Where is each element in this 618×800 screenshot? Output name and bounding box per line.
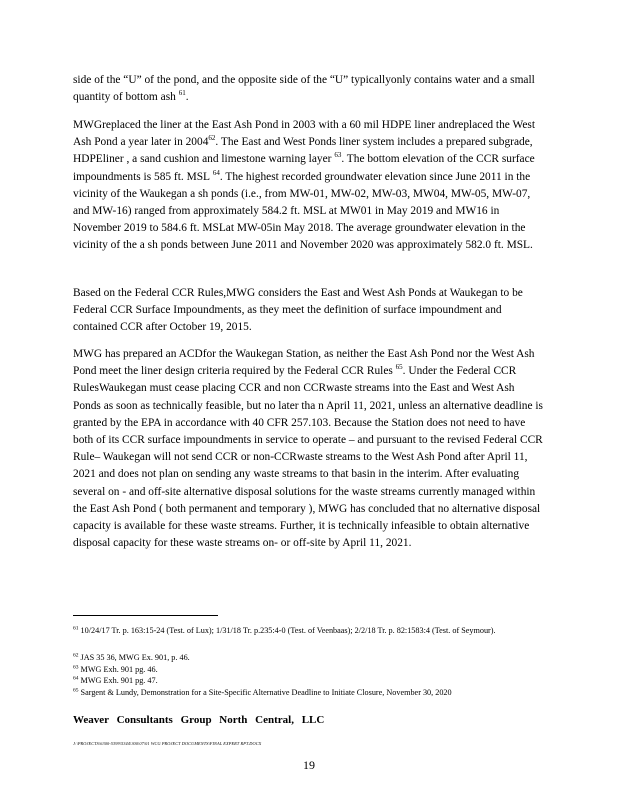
paragraph-2-seg-1: MWGreplaced the liner at the East Ash Pond in 2003 with a 60 mil HDPE liner andreplaced the West Ash Pond a year later in 2004 xyxy=(73,119,535,149)
footnote-62 xyxy=(73,653,553,664)
footnote-61-text: 10/24/17 Tr. p. 163:15-24 (Test. of Lux); 1/31/18 Tr. p.235:4-0 (Test. of Veenbaas); 2/2/18 Tr. p. 82:1583:4 (Test. of Seymour). xyxy=(80,626,496,635)
footnote-ref-62[interactable]: 62 xyxy=(208,134,216,143)
footnote-64-number: 64 xyxy=(73,675,79,682)
footnote-65 xyxy=(73,688,553,699)
paragraph-2-seg-3: . The bottom elevation of the CCR surface impoundments is 585 ft. MSL xyxy=(73,153,535,183)
footnote-ref-64[interactable]: 64 xyxy=(212,168,220,177)
footnote-63 xyxy=(73,665,553,676)
page-number: 19 xyxy=(303,758,315,772)
firm-name: Weaver Consultants Group North Central, LLC xyxy=(73,714,325,726)
footnote-61 xyxy=(73,626,553,637)
paragraph-4-seg-2: . Under the Federal CCR RulesWaukegan must cease placing CCR and non CCRwaste streams into the East and West Ash Ponds as soon as technically feasible, but no later tha n April 11, 2021, unless an alternative deadline is granted by the EPA in accordance with 40 CFR 257.103. Because the Station does not need to have both of its CCR surface impoundments in service to operate – and pursuant to the revised Federal CCR Rule– Waukegan will not send CCR or non-CCRwaste streams to the West Ash Pond after April 11, 2021 and does not plan on sending any waste streams to that basin in the interim. After evaluating several on - and off-site alternative disposal solutions for the waste streams currently managed within the East Ash Pond ( both permanent and temporary ), MWG has concluded that no alternative disposal capacity is available for these waste streams. Further, it is technically infeasible to obtain alternative disposal capacity for these waste streams on- or off-site by April 11, 2021. xyxy=(73,365,543,550)
footnote-63-number: 63 xyxy=(73,664,79,671)
footnote-ref-63[interactable]: 63 xyxy=(334,151,342,160)
paragraph-3-text: Based on the Federal CCR Rules,MWG considers the East and West Ash Ponds at Waukegan to be Federal CCR Surface Impoundments, as they meet the definition of surface impoundment and contained CCR after October 19, 2015. xyxy=(73,287,523,334)
footnote-ref-65[interactable]: 65 xyxy=(395,363,403,372)
footnote-ref-61[interactable]: 61 xyxy=(178,89,186,98)
paragraph-4 xyxy=(73,346,543,552)
paragraph-1-text: side of the “U” of the pond, and the opposite side of the “U” typicallyonly contains water and a small quantity of bottom ash xyxy=(73,74,535,104)
paragraph-2-seg-4: . The highest recorded groundwater elevation since June 2011 in the vicinity of the Waukegan a sh ponds (i.e., from MW-01, MW-02, MW-03, MW04, MW-05, MW-07, and MW-16) ranged from approximately 584.2 ft. MSL at MW01 in May 2019 and MW16 in November 2019 to 584.6 ft. MSLat MW-05in May 2018. The average groundwater elevation in the vicinity of the a sh ponds between June 2011 and November 2020 was approximately 582.0 ft. MSL. xyxy=(73,170,533,252)
paragraph-1-end: . xyxy=(185,91,189,104)
footnote-65-number: 65 xyxy=(73,687,79,694)
paragraph-2 xyxy=(73,117,543,255)
footnote-63-text: MWG Exh. 901 pg. 46. xyxy=(80,665,158,674)
footnote-64 xyxy=(73,676,553,687)
footnote-62-text: JAS 35 36, MWG Ex. 901, p. 46. xyxy=(80,653,190,662)
footnote-61-number: 61 xyxy=(73,625,79,632)
document-path: J:\PROJECTS\6300-5399\5344\300\07\01 WCG PROJECT DOCUMENTS\FINAL EXPERT RPT.DOCX xyxy=(73,741,262,746)
paragraph-2-seg-2: . The East and West Ponds liner system includes a prepared subgrade, HDPEliner , a sand cushion and limestone warning layer xyxy=(73,136,533,166)
footnote-64-text: MWG Exh. 901 pg. 47. xyxy=(80,676,158,685)
paragraph-1 xyxy=(73,72,543,106)
footnote-separator xyxy=(73,615,218,616)
footnote-65-text: Sargent & Lundy, Demonstration for a Site-Specific Alternative Deadline to Initiate Closure, November 30, 2020 xyxy=(80,688,452,697)
paragraph-4-seg-1: MWG has prepared an ACDfor the Waukegan Station, as neither the East Ash Pond nor the West Ash Pond meet the liner design criteria required by the Federal CCR Rules xyxy=(73,348,535,378)
footnote-62-number: 62 xyxy=(73,652,79,659)
paragraph-3 xyxy=(73,285,543,337)
